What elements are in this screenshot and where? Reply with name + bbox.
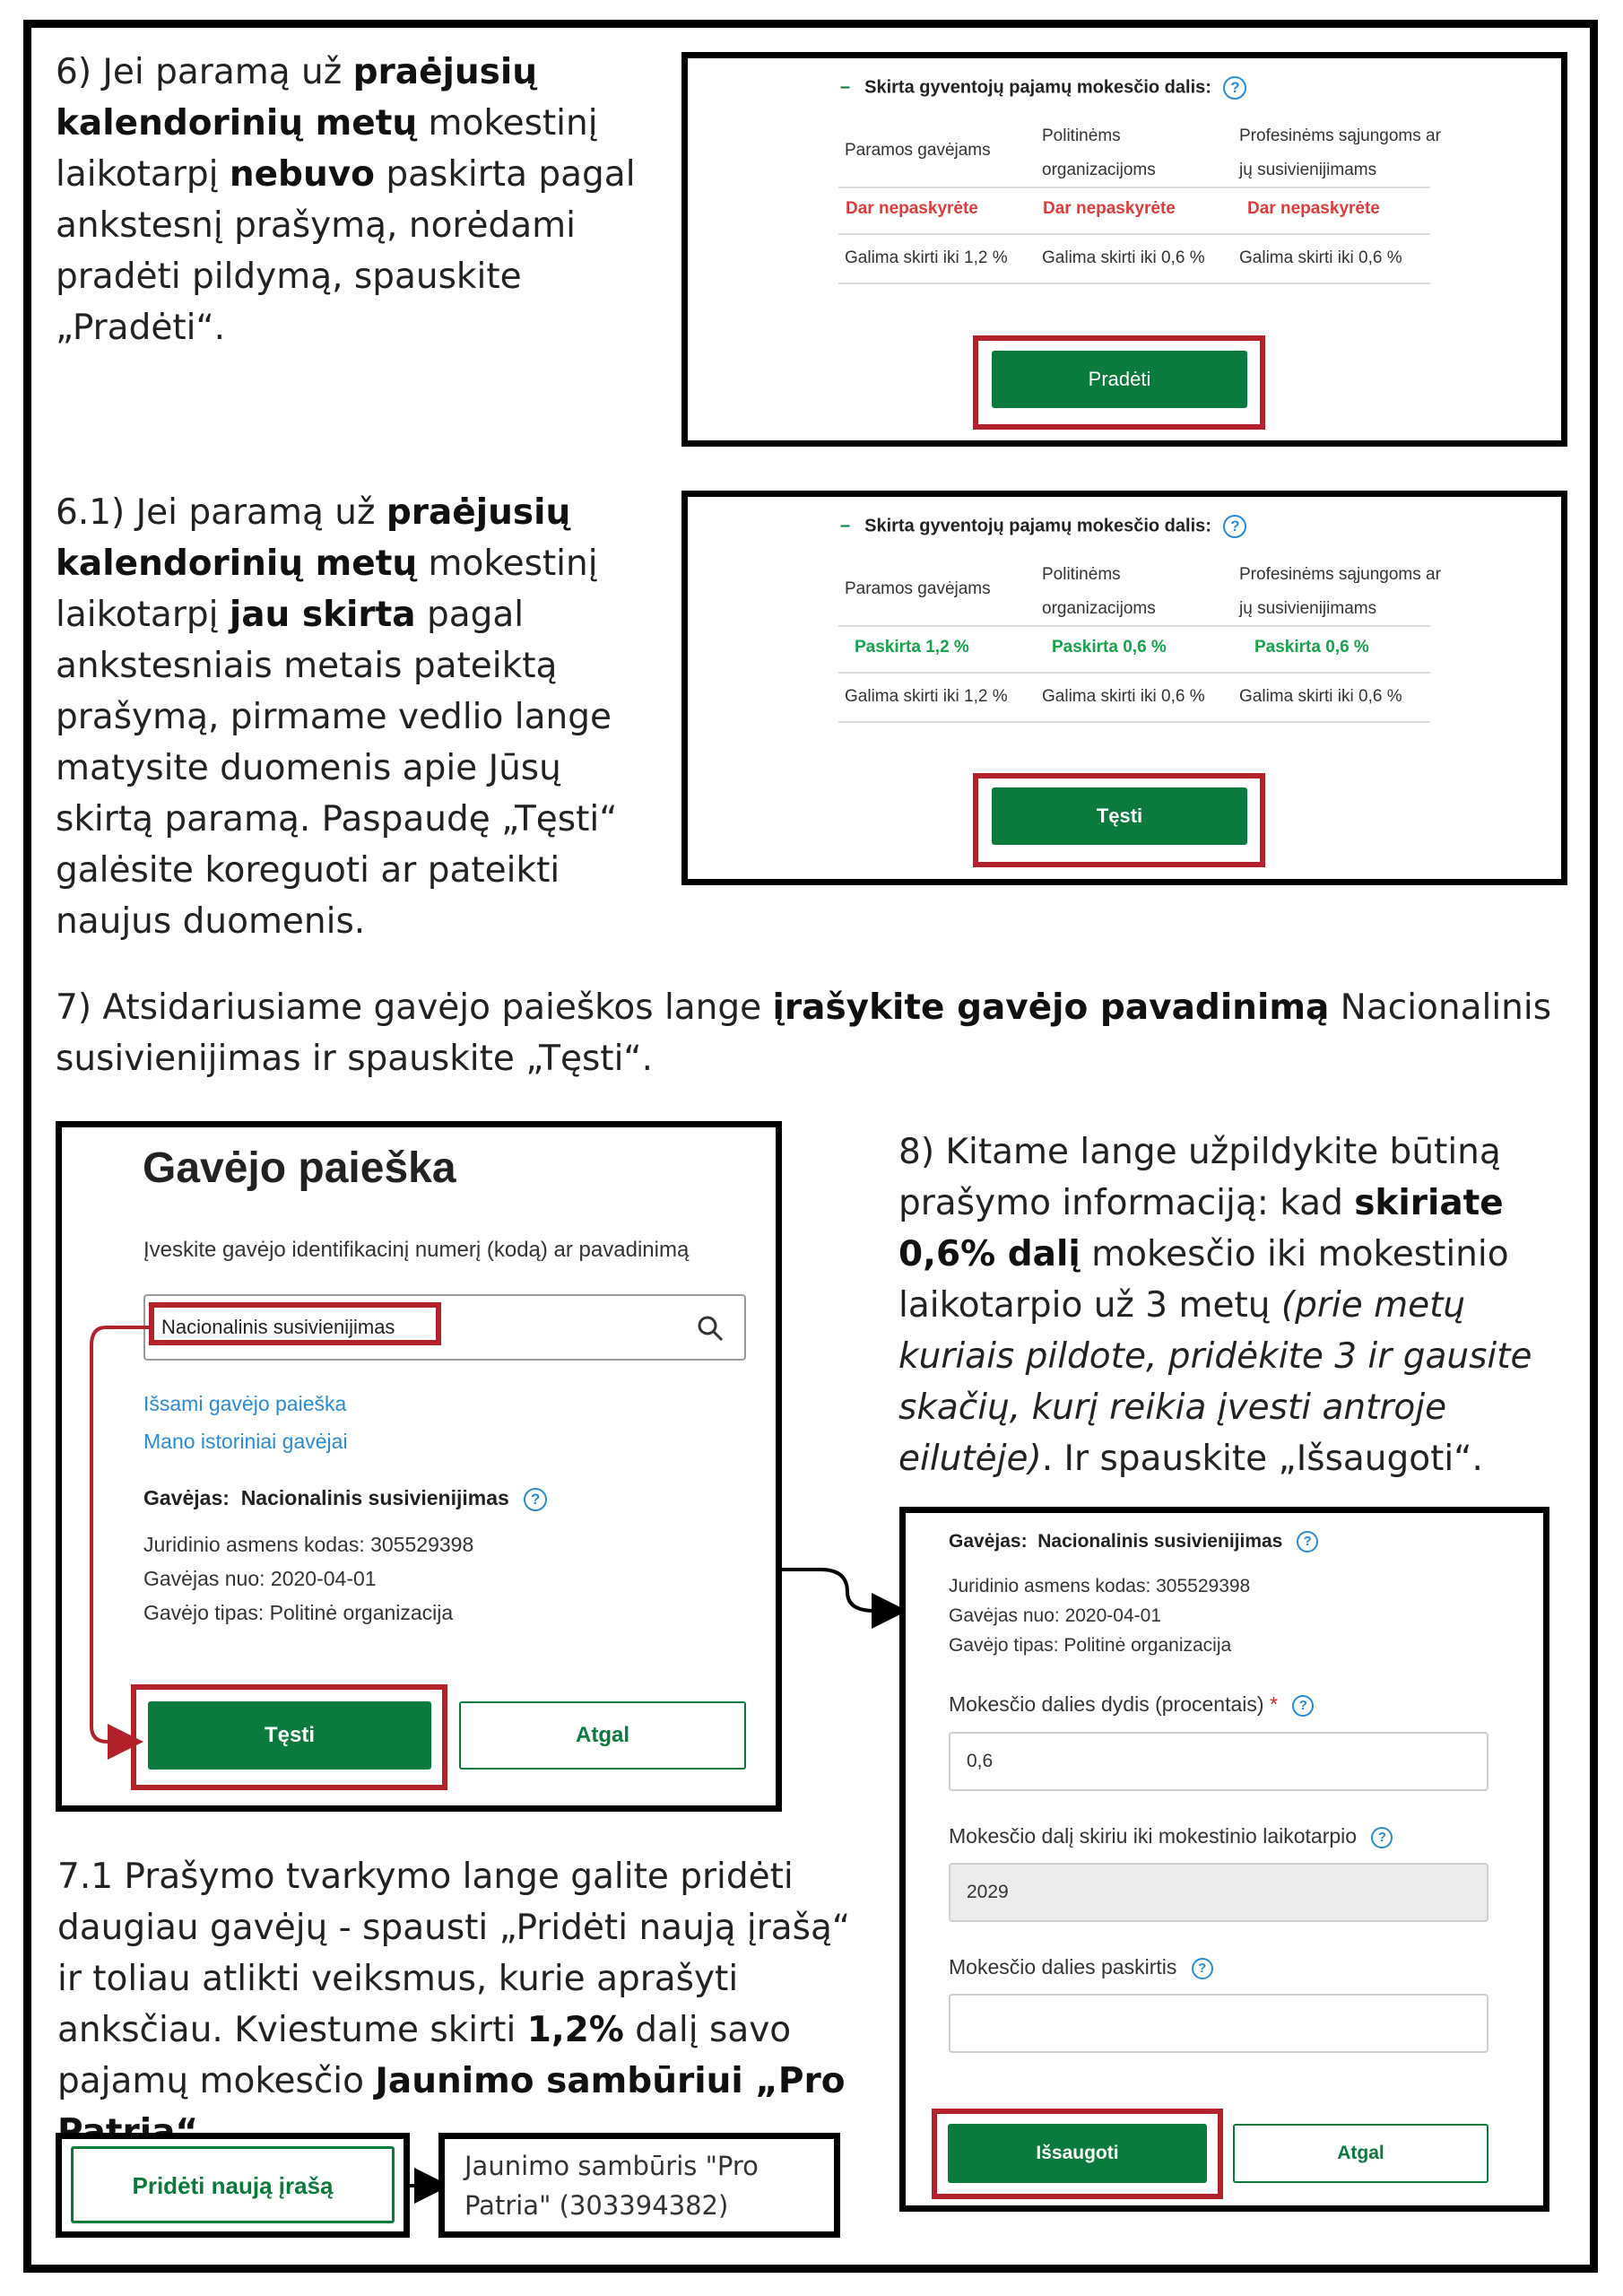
collapse-icon[interactable]: – xyxy=(840,77,851,98)
window-title: Gavėjo paieška xyxy=(143,1144,456,1192)
limit-cell: Galima skirti iki 0,6 % xyxy=(1042,687,1205,706)
step6-panel xyxy=(681,52,1567,447)
recipient-search-window xyxy=(56,1121,782,1812)
detailed-search-link[interactable]: Išsami gavėjo paieška xyxy=(143,1392,347,1415)
search-icon[interactable] xyxy=(696,1314,725,1348)
limit-cell: Galima skirti iki 1,2 % xyxy=(845,687,1008,706)
limit-cell: Galima skirti iki 1,2 % xyxy=(845,248,1008,267)
save-button[interactable]: Išsaugoti xyxy=(948,2124,1207,2183)
status-cell: Paskirta 1,2 % xyxy=(855,638,969,657)
collapse-icon[interactable]: – xyxy=(840,516,851,536)
recipient-heading: Gavėjas: Nacionalinis susivienijimas ? xyxy=(143,1486,547,1511)
percent-label: Mokesčio dalies dydis (procentais) * ? xyxy=(949,1692,1314,1717)
back-button[interactable]: Atgal xyxy=(1233,2124,1488,2183)
period-input[interactable]: 2029 xyxy=(949,1863,1488,1922)
col2-header: Politinėms organizacijoms xyxy=(1042,126,1156,179)
step8-text: 8) Kitame lange užpildykite būtiną prašymo informaciją: kad skiriate 0,6% dalį mokesčio iki mokestinio laikotarpio už 3 metų (prie metų kuriais pildote, pridėkite 3 ir gausite skačių, kurį reikia įvesti antroje eilutėje). Ir spauskite „Išsaugoti“. xyxy=(898,1132,1532,1479)
recipient-code: Juridinio asmens kodas: 305529398 xyxy=(143,1533,474,1556)
step61-panel xyxy=(681,491,1567,885)
col2-header: Politinėms organizacijoms xyxy=(1042,565,1156,618)
recipient-form-window xyxy=(899,1507,1549,2212)
required-marker: * xyxy=(1269,1692,1278,1716)
step6-text: 6) Jei paramą už praėjusių kalendorinių metų mokestinį laikotarpį nebuvo paskirta pagal ankstesnį prašymą, norėdami pradėti pildymą, spauskite „Pradėti“. xyxy=(56,52,636,348)
help-icon[interactable]: ? xyxy=(1292,1695,1314,1717)
step7-text: 7) Atsidariusiame gavėjo paieškos lange įrašykite gavėjo pavadinimą Nacionalinis susivienijimas ir spauskite „Tęsti“. xyxy=(56,987,1552,1079)
period-label: Mokesčio dalį skiriu iki mokestinio laikotarpio ? xyxy=(949,1824,1393,1848)
input-label: Įveskite gavėjo identifikacinį numerį (kodą) ar pavadinimą xyxy=(143,1238,690,1262)
recipient-type: Gavėjo tipas: Politinė organizacija xyxy=(143,1601,454,1624)
status-cell: Dar nepaskyrėte xyxy=(1043,199,1176,218)
status-cell: Paskirta 0,6 % xyxy=(1254,638,1369,657)
recipient-code: Juridinio asmens kodas: 305529398 xyxy=(949,1576,1251,1596)
recipient-type: Gavėjo tipas: Politinė organizacija xyxy=(949,1635,1232,1656)
purpose-label: Mokesčio dalies paskirtis ? xyxy=(949,1955,1213,1979)
col3-header: Profesinėms sąjungoms ar jų susivienijimams xyxy=(1239,126,1441,179)
back-button[interactable]: Atgal xyxy=(459,1701,746,1770)
col1-header: Paramos gavėjams xyxy=(845,141,991,160)
help-icon[interactable]: ? xyxy=(1297,1531,1318,1552)
continue-button[interactable]: Tęsti xyxy=(992,787,1247,845)
col3-header: Profesinėms sąjungoms ar jų susivienijimams xyxy=(1239,565,1441,618)
help-icon[interactable]: ? xyxy=(1192,1958,1213,1979)
status-cell: Dar nepaskyrėte xyxy=(846,199,978,218)
help-icon[interactable]: ? xyxy=(1223,76,1246,100)
add-entry-frame xyxy=(56,2133,410,2238)
recipient-heading: Gavėjas: Nacionalinis susivienijimas ? xyxy=(949,1531,1318,1552)
result-text: Jaunimo sambūris "Pro Patria" (303394382) xyxy=(464,2151,759,2221)
status-cell: Paskirta 0,6 % xyxy=(1052,638,1167,657)
limit-cell: Galima skirti iki 0,6 % xyxy=(1042,248,1205,267)
purpose-input[interactable] xyxy=(949,1994,1488,2053)
status-cell: Dar nepaskyrėte xyxy=(1247,199,1380,218)
result-frame xyxy=(438,2133,840,2238)
table-title: – Skirta gyventojų pajamų mokesčio dalis: ? xyxy=(840,515,1246,538)
step71-text: 7.1 Prašymo tvarkymo lange galite pridėti daugiau gavėjų - spausti „Pridėti naują įrašą“ ir toliau atlikti veiksmus, kurie aprašyti anksčiau. Kviestume skirti 1,2% dalį savo pajamų mokesčio Jaunimo sambūriui „Pro xyxy=(57,1857,851,2101)
col1-header: Paramos gavėjams xyxy=(845,579,991,598)
history-link[interactable]: Mano istoriniai gavėjai xyxy=(143,1430,348,1453)
recipient-since: Gavėjas nuo: 2020-04-01 xyxy=(949,1605,1161,1626)
add-entry-button[interactable]: Pridėti naują įrašą xyxy=(71,2146,395,2223)
help-icon[interactable]: ? xyxy=(1371,1827,1393,1848)
step61-text: 6.1) Jei paramą už praėjusių kalendorinių metų mokestinį laikotarpį jau skirta pagal ankstesniais metais pateiktą prašymą, pirmame vedlio lange matysite duomenis apie Jūsų skirtą paramą. Paspaudę „Tęsti“ galėsite koreguoti ar pateikti naujus duomenis. xyxy=(56,492,618,942)
highlight-box xyxy=(149,1302,441,1345)
recipient-since: Gavėjas nuo: 2020-04-01 xyxy=(143,1567,377,1590)
continue-button[interactable]: Tęsti xyxy=(148,1701,431,1770)
limit-cell: Galima skirti iki 0,6 % xyxy=(1239,687,1402,706)
help-icon[interactable]: ? xyxy=(524,1488,547,1511)
limit-cell: Galima skirti iki 0,6 % xyxy=(1239,248,1402,267)
start-button[interactable]: Pradėti xyxy=(992,351,1247,408)
help-icon[interactable]: ? xyxy=(1223,515,1246,538)
search-input-value: Nacionalinis susivienijimas xyxy=(161,1316,395,1338)
table-title: – Skirta gyventojų pajamų mokesčio dalis: ? xyxy=(840,76,1246,100)
percent-input[interactable]: 0,6 xyxy=(949,1732,1488,1791)
